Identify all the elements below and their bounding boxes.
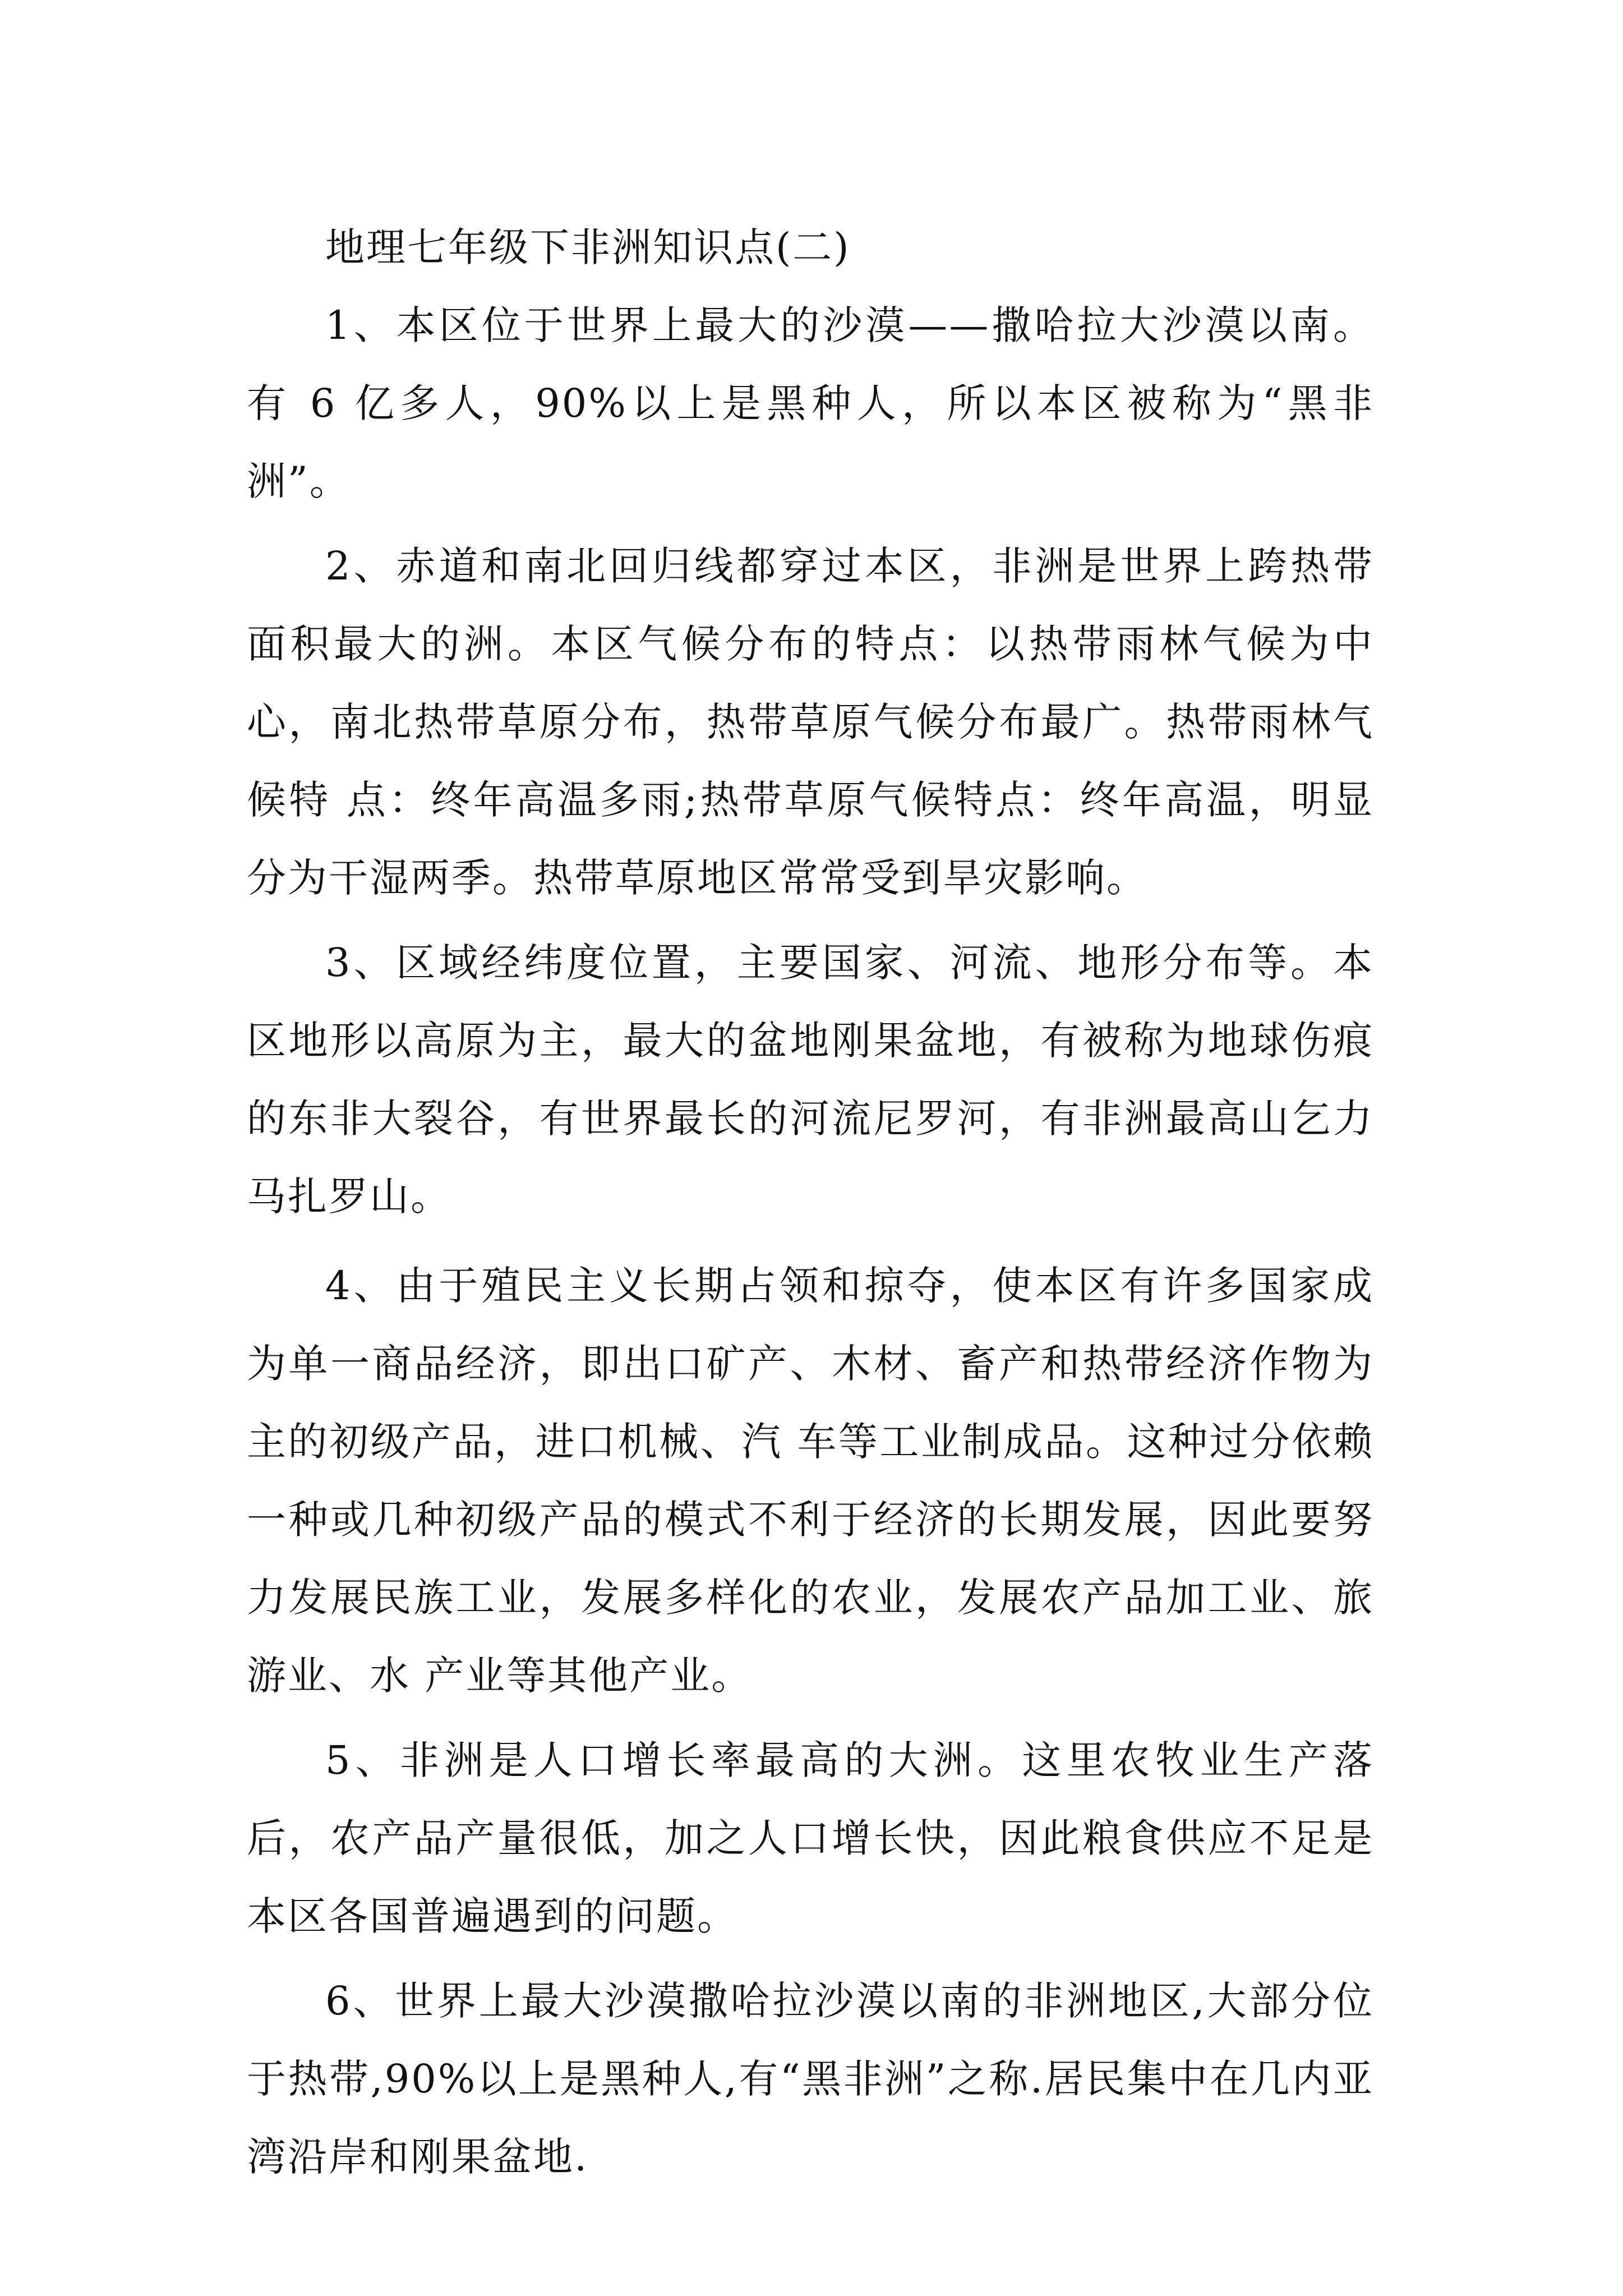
paragraph-1: 1、本区位于世界上最大的沙漠——撒哈拉大沙漠以南。有 6 亿多人，90%以上是黑种人，所以本区被称为“黑非洲”。 (247, 302, 1374, 504)
paragraph-3: 3、区域经纬度位置，主要国家、河流、地形分布等。本区地形以高原为主，最大的盆地刚果盆地，有被称为地球伤痕的东非大裂谷，有世界最长的河流尼罗河，有非洲最高山乞力马扎罗山。 (247, 940, 1374, 1220)
document-title: 地理七年级下非洲知识点(二) (325, 224, 851, 270)
paragraph-5: 5、非洲是人口增长率最高的大洲。这里农牧业生产落后，农产品产量很低，加之人口增长快，因此粮食供应不足是本区各国普遍遇到的问题。 (247, 1737, 1374, 1939)
paragraph-2: 2、赤道和南北回归线都穿过本区，非洲是世界上跨热带面积最大的洲。本区气候分布的特点：以热带雨林气候为中心，南北热带草原分布，热带草原气候分布最广。热带雨林气候特 点：终年高温多雨;热带草原气候特点：终年高温，明显分为干湿两季。热带草原地区常常受到旱灾影响。 (247, 543, 1374, 901)
document-body (247, 209, 1374, 2196)
paragraph-6: 6、世界上最大沙漠撒哈拉沙漠以南的非洲地区,大部分位于热带,90%以上是黑种人,有“黑非洲”之称.居民集中在几内亚湾沿岸和刚果盆地. (247, 1978, 1374, 2180)
paragraph-4: 4、由于殖民主义长期占领和掠夺，使本区有许多国家成为单一商品经济，即出口矿产、木材、畜产和热带经济作物为主的初级产品，进口机械、汽 车等工业制成品。这种过分依赖一种或几种初级产品的模式不利于经济的长期发展，因此要努力发展民族工业，发展多样化的农业，发展农产品加工业、旅游业、水 产业等其他产业。 (247, 1263, 1374, 1699)
